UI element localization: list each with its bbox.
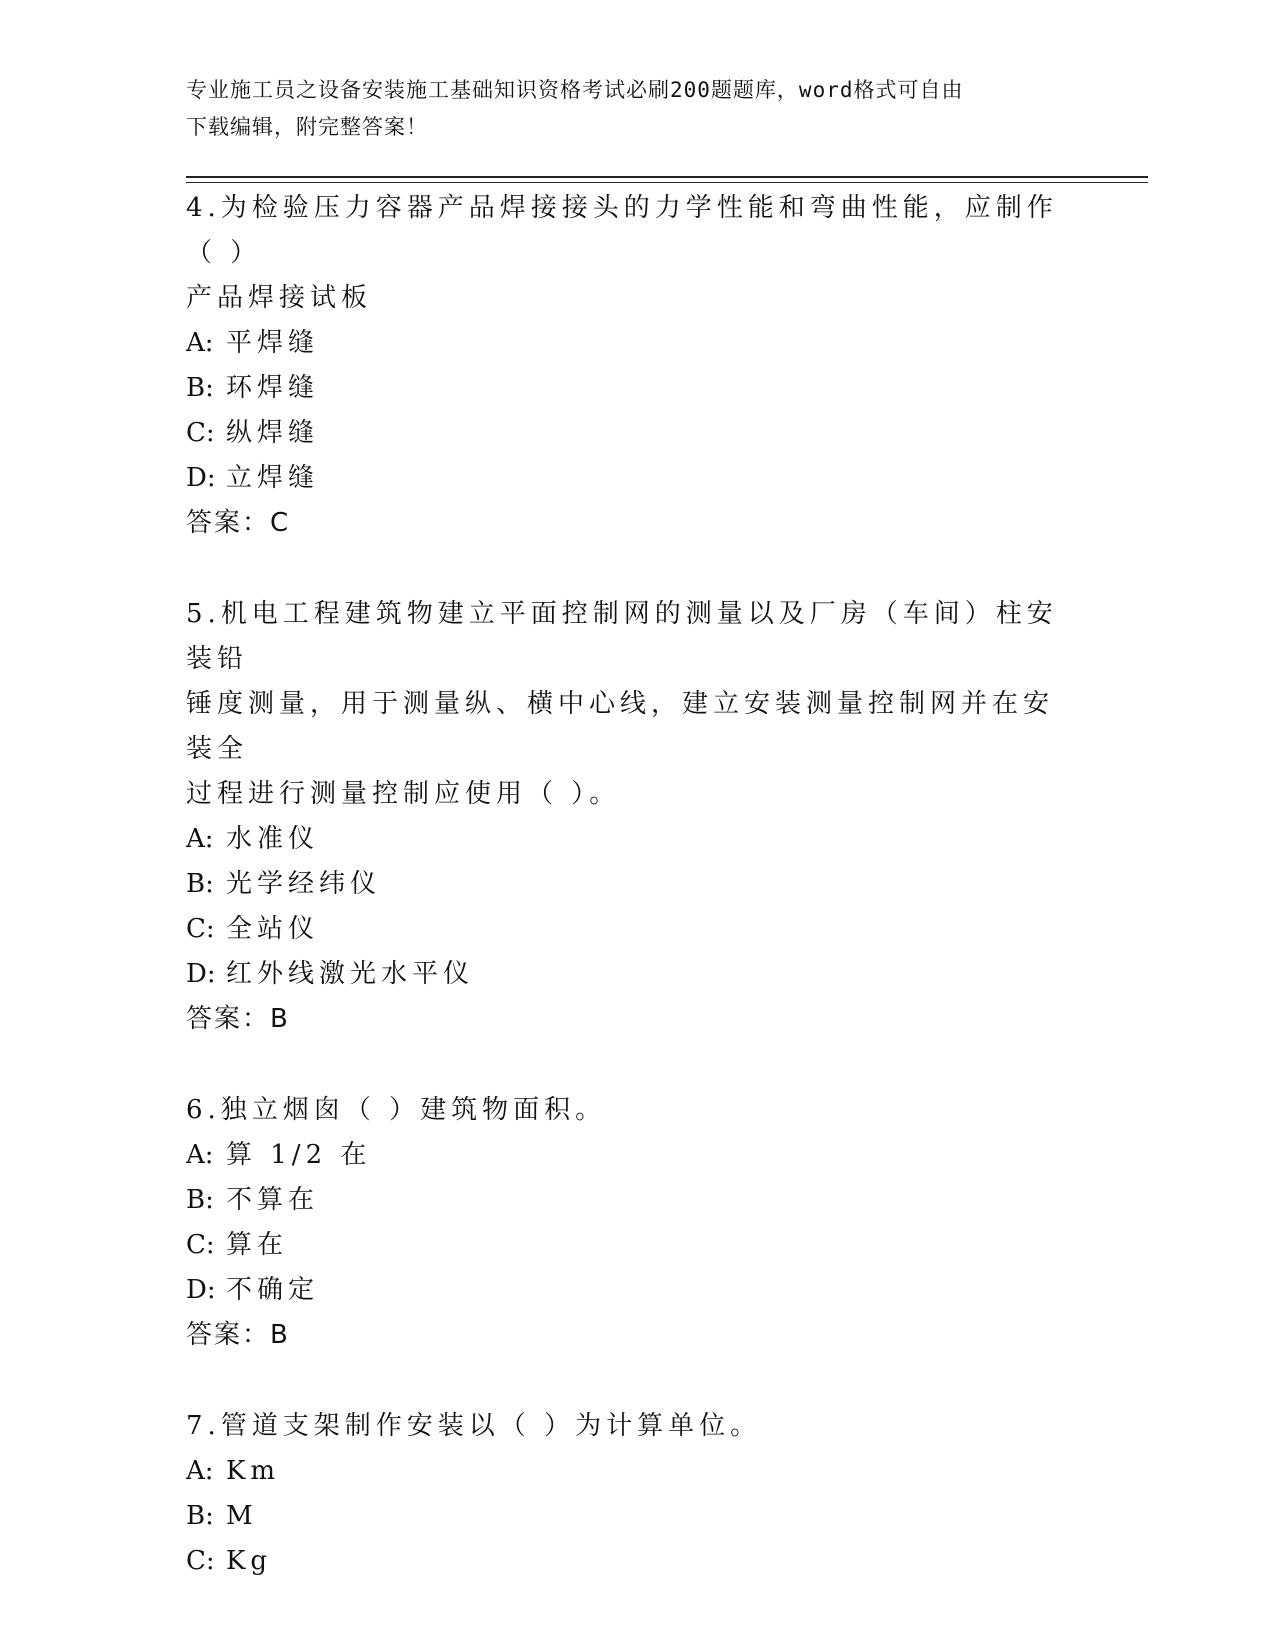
- option-text: 光学经纬仪: [226, 869, 382, 899]
- question-spacer: [186, 546, 1066, 592]
- option-b: [186, 366, 1066, 411]
- option-text: Kg: [226, 1546, 273, 1576]
- question-stem: 7.管道支架制作安装以（ ）为计算单位。: [186, 1411, 762, 1441]
- option-a: [186, 321, 1066, 366]
- option-c: [186, 907, 1066, 952]
- header-line-1: 专业施工员之设备安装施工基础知识资格考试必刷200题题库，word格式可自由: [186, 78, 964, 102]
- question-stem: 6.独立烟囱（ ）建筑物面积。: [186, 1095, 607, 1125]
- option-key: A:: [186, 1140, 214, 1170]
- option-a: [186, 1133, 1066, 1178]
- option-text: 算在: [226, 1230, 289, 1260]
- option-text: 纵焊缝: [226, 418, 320, 448]
- question-spacer: [186, 1358, 1066, 1404]
- answer-line: 答案：B: [186, 1004, 290, 1034]
- option-key: B:: [186, 1185, 214, 1215]
- question-stem: 5.机电工程建筑物建立平面控制网的测量以及厂房（车间）柱安装铅: [186, 599, 1058, 674]
- option-key: C:: [186, 1546, 215, 1576]
- option-a: [186, 1449, 1066, 1494]
- option-key: B:: [186, 373, 214, 403]
- question-6: [186, 1088, 1066, 1358]
- option-c: [186, 1223, 1066, 1268]
- option-text: 平焊缝: [226, 328, 320, 358]
- option-c: [186, 1539, 1066, 1584]
- question-stem: 产品焊接试板: [186, 283, 373, 313]
- option-text: 红外线激光水平仪: [226, 959, 475, 989]
- option-key: C:: [186, 1230, 215, 1260]
- option-key: A:: [186, 328, 214, 358]
- option-text: 水准仪: [226, 824, 320, 854]
- option-key: B:: [186, 1501, 214, 1531]
- option-d: [186, 1268, 1066, 1313]
- option-a: [186, 817, 1066, 862]
- option-c: [186, 411, 1066, 456]
- header-divider-thin: [186, 182, 1148, 183]
- option-key: D:: [186, 463, 216, 493]
- option-text: 不算在: [226, 1185, 320, 1215]
- question-list: [186, 186, 1066, 1584]
- option-key: A:: [186, 1456, 214, 1486]
- question-stem: 过程进行测量控制应使用（ ）。: [186, 779, 621, 809]
- option-b: [186, 1178, 1066, 1223]
- option-b: [186, 862, 1066, 907]
- option-key: A:: [186, 824, 214, 854]
- option-d: [186, 456, 1066, 501]
- question-5: [186, 592, 1066, 1042]
- question-4: [186, 186, 1066, 546]
- option-text: 不确定: [226, 1275, 320, 1305]
- option-key: C:: [186, 418, 215, 448]
- header-divider-thick: [186, 176, 1148, 178]
- option-key: C:: [186, 914, 215, 944]
- question-stem: 锤度测量，用于测量纵、横中心线，建立安装测量控制网并在安装全: [186, 689, 1055, 764]
- option-b: [186, 1494, 1066, 1539]
- header-line-2: 下载编辑，附完整答案！: [186, 115, 428, 139]
- option-key: B:: [186, 869, 214, 899]
- answer-line: 答案：C: [186, 508, 291, 538]
- option-d: [186, 952, 1066, 997]
- option-text: Km: [226, 1456, 281, 1486]
- option-text: 全站仪: [226, 914, 320, 944]
- option-text: 环焊缝: [226, 373, 320, 403]
- question-stem: 4.为检验压力容器产品焊接接头的力学性能和弯曲性能，应制作（ ）: [186, 193, 1058, 268]
- option-key: D:: [186, 959, 216, 989]
- document-header: [186, 72, 1066, 146]
- answer-line: 答案：B: [186, 1320, 290, 1350]
- question-7: [186, 1404, 1066, 1584]
- option-key: D:: [186, 1275, 216, 1305]
- question-spacer: [186, 1042, 1066, 1088]
- option-text: 立焊缝: [226, 463, 320, 493]
- option-text: M: [226, 1501, 258, 1531]
- option-text: 算 1/2 在: [226, 1140, 372, 1170]
